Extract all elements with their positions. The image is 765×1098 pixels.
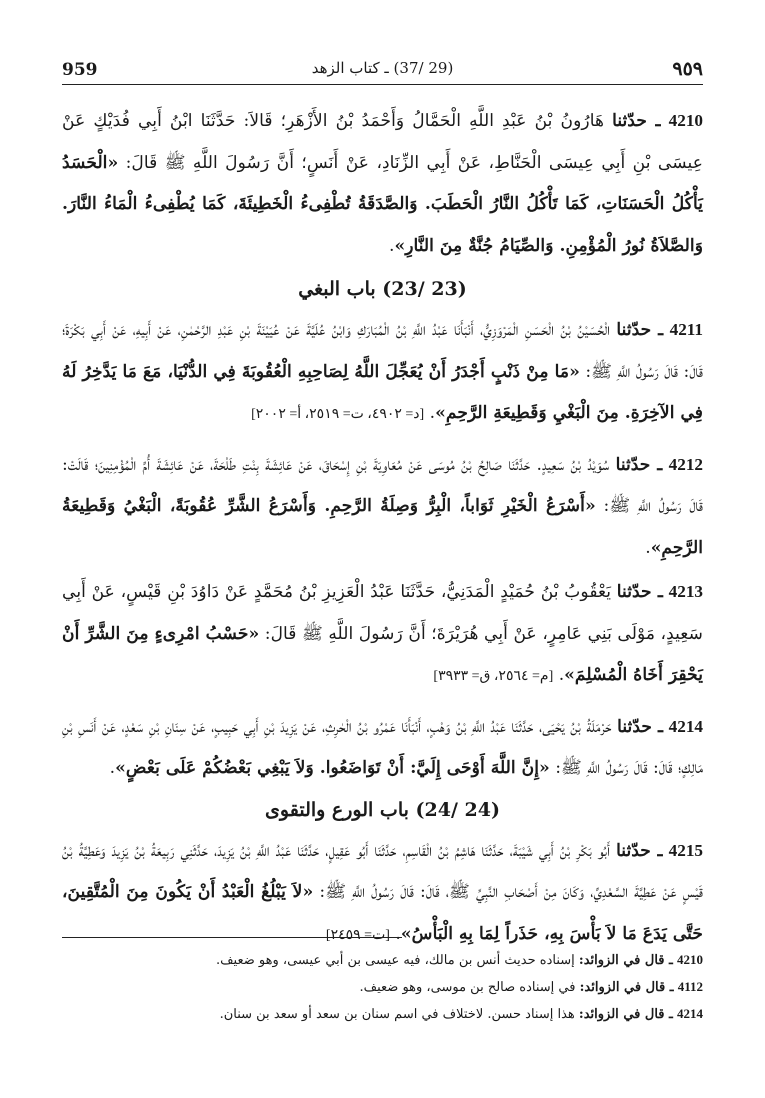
hadith-isnad: هَارُونُ بْنُ عَبْدِ اللَّهِ الْحَمَّالُ وَأَحْمَدُ بْنُ الأَزْهَرِ؛ قَالاَ: حَدَّثَنَا ابْنُ أَبِي فُدَيْكٍ عَنْ عِيسَى بْنِ أَبِي عِيسَى الْحَنَّاطِ، عَنْ أَبِي الزِّنَادِ، عَنْ أَنَسٍ؛ أَنَّ رَسُولَ اللَّهِ ﷺ قَالَ: [62,111,703,173]
hadith-4212 [62,444,703,570]
footnote [62,1001,703,1028]
hadith-matn: «حَسْبُ امْرِىءٍ مِنَ الشَّرِّ أَنْ يَحْقِرَ أَخَاهُ الْمُسْلِمَ» [62,623,703,685]
hadith-matn: «الْحَسَدُ يَأْكُلُ الْحَسَنَاتِ، كَمَا تَأْكُلُ النَّارُ الْحَطَبَ. وَالصَّدَقَةُ تُطْفِىءُ الْخَطِيئَةَ، كَمَا يُطْفِىءُ الْمَاءُ النَّارَ. وَالصَّلاَةُ نُورُ الْمُؤْمِنِ. وَالصِّيَامُ جُنَّةٌ مِنَ النَّارِ» [62,152,703,256]
running-header [62,56,703,85]
footnote-divider [62,937,402,938]
cross-reference: [ت= ٢٤٥٩] [325,927,390,943]
hadith-end: . [645,537,651,558]
hadith-4211 [62,309,703,436]
cross-reference: [م= ٢٥٦٤، ق= ٣٩٣٣] [433,669,554,684]
footnote-number: 4210 [677,952,703,967]
hadith-end: . [389,235,395,256]
footnote [62,974,703,1001]
hadith-number: 4212 [668,454,704,474]
hadith-matn: «مَا مِنْ ذَنْبٍ أَجْدَرُ أَنْ يُعَجِّلَ اللَّهُ لِصَاحِبِهِ الْعُقُوبَةَ فِي الدُّنْيَا، مَعَ مَا يَدَّخِرُ لَهُ فِي الآخِرَةِ. مِنَ الْبَغْيِ وَقَطِيعَةِ الرَّحِمِ» [62,361,703,423]
hadith-number: 4213 [668,582,703,601]
hadith-isnad: حَرْمَلَةُ بْنُ يَحْيَى، حَدَّثَنَا عَبْدُ اللَّهِ بْنُ وَهْبٍ، أَنْبَأَنَا عَمْرُو بْنُ الْحٰرِثِ، عَنْ يَزِيدَ بْنِ أَبِي حَبِيبٍ، عَنْ سِنَانِ بْنِ سَعْدٍ، عَنْ أَنَسِ بْنِ مَالِكٍ؛ قَالَ: قَالَ رَسُولُ اللَّهِ ﷺ: [62,716,703,778]
hadith-isnad: يَعْقُوبُ بْنُ حُمَيْدٍ الْمَدَنِيُّ، حَدَّثَنَا عَبْدُ الْعَزِيزِ بْنُ مُحَمَّدٍ عَنْ دَاوُدَ بْنِ قَيْسٍ، عَنْ أَبِي سَعِيدٍ، مَوْلَى بَنِي عَامِرٍ، عَنْ أَبِي هُرَيْرَةَ؛ أَنَّ رَسُولَ اللَّهِ ﷺ قَالَ: [62,582,703,644]
footnotes [62,947,703,1028]
footnote-number: 4112 [677,979,703,994]
hadith-opener: ـ حدّثنا [612,111,661,131]
hadith-opener: ـ حدّثنا [616,582,663,602]
hadith-opener: ـ حدّثنا [615,454,663,475]
hadith-end: . [395,923,401,944]
footnote-number: 4214 [677,1006,703,1021]
page-number-arabic: ٩٥٩ [672,58,703,80]
footnote-label: ـ قال في الزوائد: [579,980,674,995]
footnote-text: في إسناده صالح بن موسى، وهو ضعيف. [359,980,576,995]
page-body [62,100,703,956]
cross-reference: [د= ٤٩٠٢، ت= ٢٥١٩، أ= ٢٠٠٢] [251,407,425,422]
footnote-label: ـ قال في الزوائد: [578,953,673,968]
hadith-end: . [109,758,116,778]
hadith-opener: ـ حدّثنا [616,840,663,861]
hadith-4213 [62,571,703,698]
hadith-number: 4215 [668,840,703,860]
hadith-4210 [62,100,703,267]
hadith-number: 4211 [669,320,704,339]
hadith-opener: ـ حدّثنا [617,716,664,737]
hadith-isnad: الْحُسَيْنُ بْنُ الْحَسَنِ الْمَرْوَزِيُّ، أَنْبَأَنَا عَبْدُ اللَّهِ بْنُ الْمُبَارَكِ وَابْنُ عُلَيَّةَ عَنْ عُيَيْنَةَ بْنِ عَبْدِ الرَّحْمٰنِ، عَنْ أَبِيهِ، عَنْ أَبِي بَكْرَةَ؛ قَالَ: قَالَ رَسُولُ اللَّهِ ﷺ: [62,320,704,382]
hadith-end: . [558,665,565,685]
footnote [62,947,703,974]
hadith-opener: ـ حدّثنا [616,320,664,340]
section-title-24: (24 /24) باب الورع والتقوى [265,798,500,821]
hadith-number: 4214 [668,716,704,736]
section-title-23: (23 /23) باب البغي [298,278,467,300]
page-number-latin: 959 [62,60,98,80]
hadith-matn: «لاَ يَبْلُغُ الْعَبْدُ أَنْ يَكُونَ مِنَ الْمُتَّقِينَ، حَتَّى يَدَعَ مَا لاَ بَأْسَ بِهِ، حَذَراً لِمَا بِهِ الْبَأْسُ» [62,882,703,944]
hadith-isnad: سُوَيْدُ بْنُ سَعِيدٍ. حَدَّثَنَا صَالِحُ بْنُ مُوسَى عَنْ مُعَاوِيَةَ بْنِ إِسْحَاقَ، عَنْ عَائِشَةَ بِنْتِ طَلْحَةَ، عَنْ عَائِشَةَ أُمِّ الْمُؤْمِنِينَ؛ قَالَتْ: قَالَ رَسُولُ اللَّهِ ﷺ: [62,454,704,516]
footnote-text: هذا إسناد حسن. لاختلاف في اسم سنان بن سعد أو سعد بن سنان. [219,1007,575,1022]
footnote-label: ـ قال في الزوائد: [578,1007,673,1022]
hadith-matn: «أَسْرَعُ الْخَيْرِ ثَوَاباً، الْبِرُّ وَصِلَةُ الرَّحِمِ. وَأَسْرَعُ الشَّرِّ عُقُوبَةً، الْبَغْيُ وَقَطِيعَةُ الرَّحِمِ» [62,496,703,558]
running-title: (29 /37) ـ كتاب الزهد [311,59,454,77]
hadith-end: . [429,403,436,423]
hadith-isnad: أَبُو بَكْرِ بْنُ أَبِي شَيْبَةَ، حَدَّثَنَا هَاشِمُ بْنُ الْقَاسِمِ، حَدَّثَنَا أَبُو عَقِيلٍ، حَدَّثَنَا عَبْدُ اللَّهِ بْنُ يَزِيدَ، حَدَّثَنِي رَبِيعَةُ بْنُ يَزِيدَ وَعَطِيَّةُ بْنُ قَيْسٍ عَنْ عَطِيَّةَ السَّعْدِيِّ، وَكَانَ مِنْ أَصْحَابِ النَّبِيِّ ﷺ، قَالَ: قَالَ رَسُولُ اللَّهِ ﷺ: [62,840,703,902]
hadith-matn: «إِنَّ اللَّهَ أَوْحَى إِلَيَّ: أَنْ تَوَاضَعُوا. وَلاَ يَبْغِي بَعْضُكُمْ عَلَى بَعْضٍ» [115,758,550,778]
hadith-4214 [62,706,703,790]
hadith-number: 4210 [668,111,704,130]
footnote-text: إسناده حديث أنس بن مالك، فيه عيسى بن أبي عيسى، وهو ضعيف. [215,953,575,968]
